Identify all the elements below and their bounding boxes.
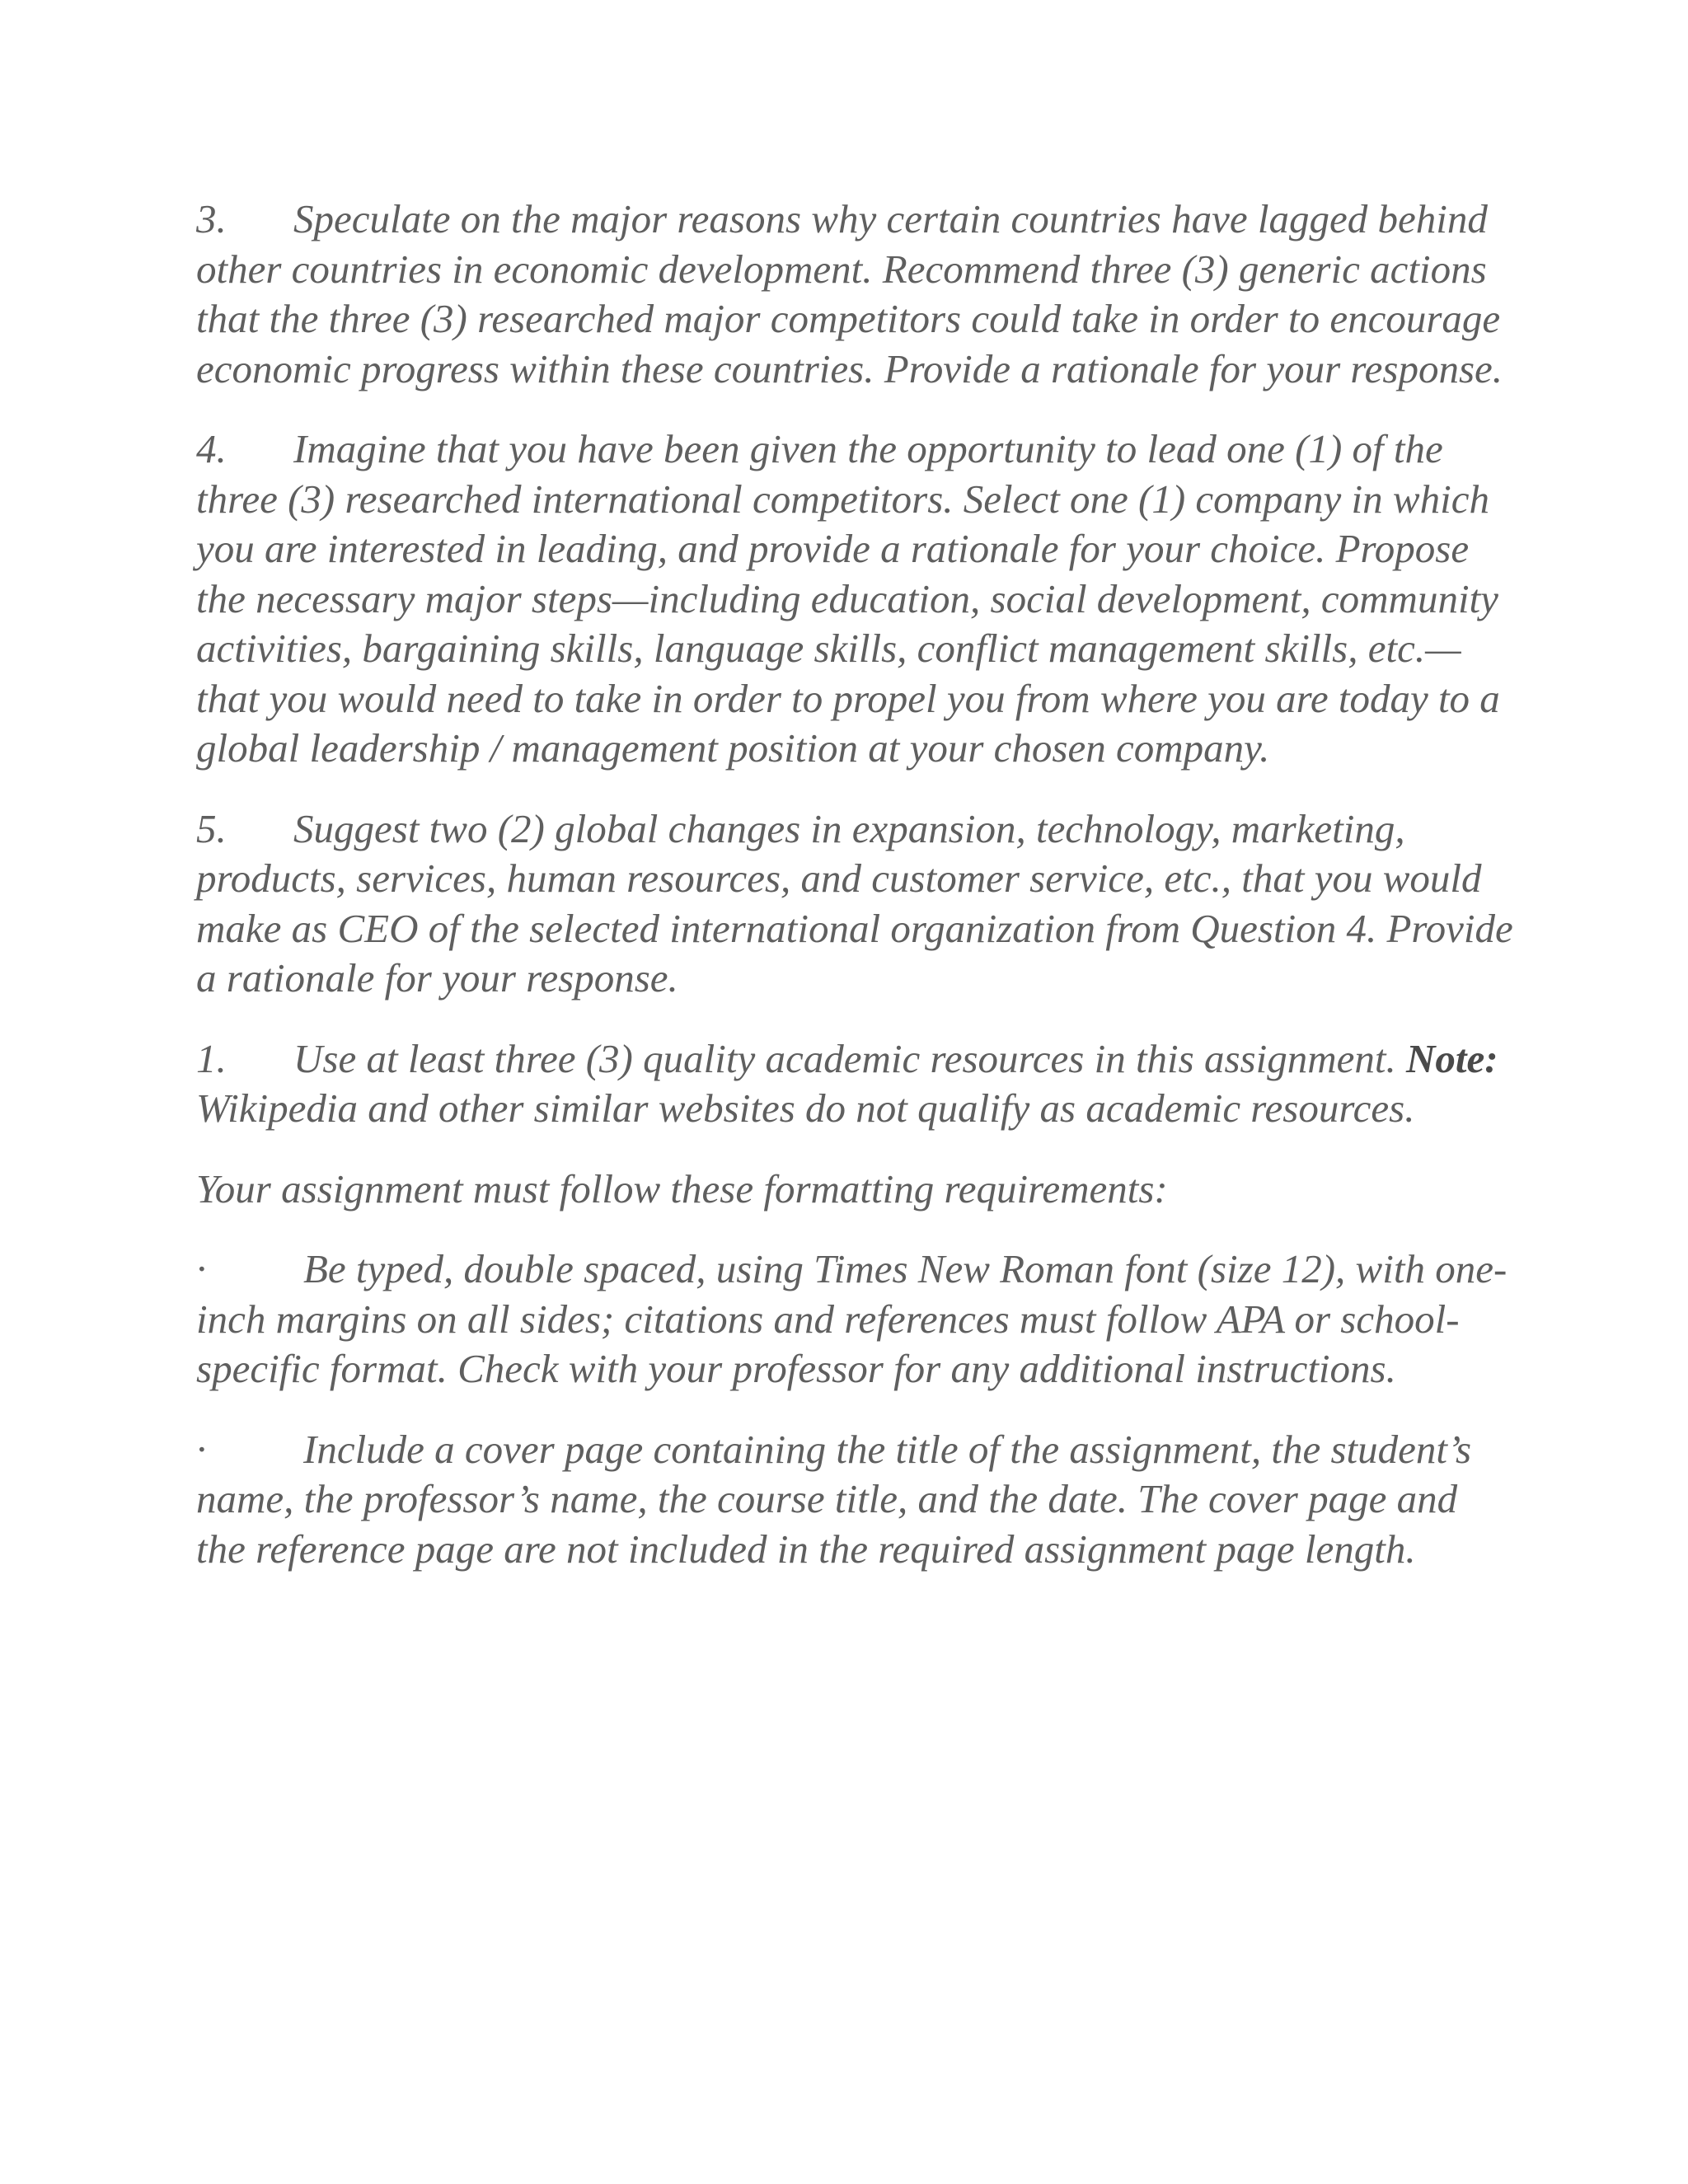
question-4-paragraph — [196, 424, 1515, 774]
document-body — [196, 194, 1515, 1605]
resources-requirement-paragraph — [196, 1034, 1515, 1134]
resources-requirement-text: Use at least three (3) quality academic resources in this assignment. — [293, 1035, 1396, 1081]
question-3-text: Speculate on the major reasons why certain countries have lagged behind other countries in economic development. Recommend three (3) generic actions that the three (3) researched major competitors could take in order to encourage economic progress within these countries. Provide a rationale for your response. — [196, 196, 1503, 391]
note-text: Wikipedia and other similar websites do not qualify as academic resources. — [196, 1085, 1415, 1131]
formatting-bullet-1-text: Be typed, double spaced, using Times New Roman font (size 12), with one-inch margins on all sides; citations and references must follow APA or school-specific format. Check with your professor for any additional instructions. — [196, 1246, 1507, 1391]
question-5-number: 5. — [196, 805, 227, 851]
formatting-bullet-1 — [196, 1244, 1515, 1394]
formatting-bullet-2 — [196, 1425, 1515, 1575]
bullet-marker: · — [196, 1426, 207, 1472]
question-3-number: 3. — [196, 196, 227, 241]
question-5-text: Suggest two (2) global changes in expansion, technology, marketing, products, services, human resources, and customer service, etc., that you would make as CEO of the selected international organization from Question 4. Provide a rationale for your response. — [196, 805, 1513, 1001]
question-4-number: 4. — [196, 426, 227, 471]
formatting-intro: Your assignment must follow these formatting requirements: — [196, 1165, 1168, 1212]
question-5-paragraph — [196, 804, 1515, 1004]
question-4-text: Imagine that you have been given the opportunity to lead one (1) of the three (3) researched international competitors. Select one (1) company in which you are interested in leading, and provide a rationale for your choice. Propose the necessary major steps—including education, social development, community activities, bargaining skills, language skills, conflict management skills, etc.—that you would need to take in order to propel you from where you are today to a global leadership / management position at your chosen company. — [196, 426, 1500, 771]
note-label: Note: — [1406, 1035, 1498, 1081]
bullet-marker: · — [196, 1246, 207, 1291]
formatting-bullet-2-text: Include a cover page containing the title of the assignment, the student’s name, the professor’s name, the course title, and the date. The cover page and the reference page are not included in the required assignment page length. — [196, 1426, 1472, 1572]
question-3-paragraph — [196, 194, 1515, 394]
resources-requirement-number: 1. — [196, 1035, 227, 1081]
